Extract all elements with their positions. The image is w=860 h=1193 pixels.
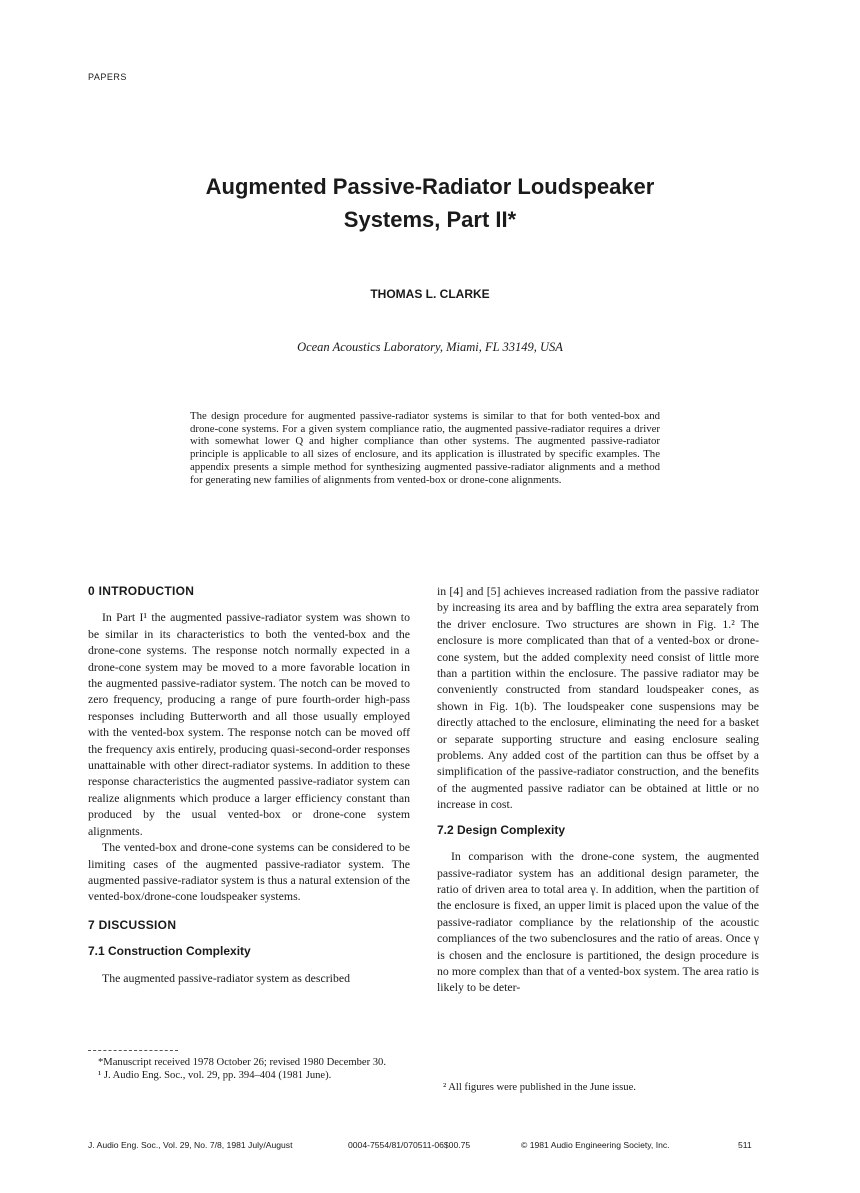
title-line-2: Systems, Part II* [343, 207, 517, 232]
author-affiliation: Ocean Acoustics Laboratory, Miami, FL 33149, USA [297, 340, 563, 354]
construction-paragraph-start: The augmented passive-radiator system as described [102, 970, 350, 985]
heading-introduction: 0 INTRODUCTION [88, 584, 195, 598]
construction-paragraph-continued: in [4] and [5] achieves increased radiation from the passive radiator by increasing its area and by baffling the extra area separately from the driver enclosure. Two structures are shown in Fig. 1.² The enclosure is more complicated than that of a vented-box or drone-cone system, but the added complexity need consist of little more than a partition within the enclosure. The passive radiator may be conveniently constructed from standard loudspeaker cones, as shown in Fig. 1(b). The loudspeaker cone suspensions may be directly attached to the enclosure, eliminating the need for a basket or separate supporting structure and easing enclosure sealing problems. Any added cost of the partition can thus be offset by a simplification of the passive-radiator construction, and the benefits of the augmented passive radiator can be obtained at little or no increase in cost. [437, 584, 759, 812]
footnotes-right [443, 1081, 743, 1094]
footnote-manuscript: *Manuscript received 1978 October 26; revised 1980 December 30. [98, 1057, 386, 1068]
footer-journal-citation: J. Audio Eng. Soc., Vol. 29, No. 7/8, 1981 July/August [88, 1140, 293, 1150]
footnotes-left [88, 1056, 410, 1082]
left-column [88, 583, 410, 986]
footnote-ref-1: ¹ J. Audio Eng. Soc., vol. 29, pp. 394–404 (1981 June). [98, 1070, 332, 1081]
right-column [437, 583, 759, 996]
footnote-divider [88, 1050, 178, 1051]
footnote-ref-2: ² All figures were published in the June issue. [443, 1082, 636, 1093]
paper-title [0, 170, 860, 236]
footer-article-code: 0004-7554/81/070511-06$00.75 [348, 1140, 471, 1150]
heading-discussion: 7 DISCUSSION [88, 917, 177, 932]
footer-copyright: © 1981 Audio Engineering Society, Inc. [521, 1140, 670, 1150]
intro-paragraph-1: In Part I¹ the augmented passive-radiator system was shown to be similar in its characteristics to both the vented-box and the drone-cone systems. The response notch normally expected in a drone-cone system may be moved to a more favorable location in the augmented passive-radiator system. The notch can be moved to zero frequency, producing a range of pure fourth-order high-pass responses including Butterworth and all those usually employed with the vented-box system. The response notch can be moved off the frequency axis entirely, producing quasi-second-order responses unattainable with other direct-radiator systems. In addition to these response characteristics the augmented passive-radiator system can realize alignments which produce a larger efficiency constant than produced by the usual vented-box or drone-cone system alignments. [88, 610, 410, 838]
heading-design-complexity: 7.2 Design Complexity [437, 822, 566, 837]
author-name: THOMAS L. CLARKE [370, 287, 490, 301]
title-line-1: Augmented Passive-Radiator Loudspeaker [205, 174, 655, 199]
abstract: The design procedure for augmented passive-radiator systems is similar to that for both vented-box and drone-cone systems. For a given system compliance ratio, the augmented passive-radiator requires a driver with somewhat lower Q and higher compliance than other systems. The augmented passive-radiator principle is applicable to all sizes of enclosure, and its application is illustrated by specific examples. The appendix presents a simple method for synthesizing augmented passive-radiator alignments and a method for generating new families of alignments from vented-box or drone-cone alignments. [190, 410, 660, 486]
design-paragraph-1: In comparison with the drone-cone system, the augmented passive-radiator system has an additional design parameter, the ratio of driven area to total area γ. In addition, when the partition of the enclosure is fixed, an upper limit is placed upon the value of the passive-radiator compliance by the relationship of the acoustic compliances of the two subenclosures and the ratio of areas. Once γ is chosen and the enclosure is partitioned, the design procedure is no more complex than that of a vented-box system. The area ratio is likely to be deter- [437, 849, 759, 995]
section-label: PAPERS [88, 72, 127, 82]
heading-construction-complexity: 7.1 Construction Complexity [88, 944, 251, 959]
intro-paragraph-2: The vented-box and drone-cone systems can be considered to be limiting cases of the augmented passive-radiator system. The augmented passive-radiator system is thus a natural extension of the vented-box/drone-cone loudspeaker systems. [88, 840, 410, 904]
page-number: 511 [738, 1140, 752, 1150]
